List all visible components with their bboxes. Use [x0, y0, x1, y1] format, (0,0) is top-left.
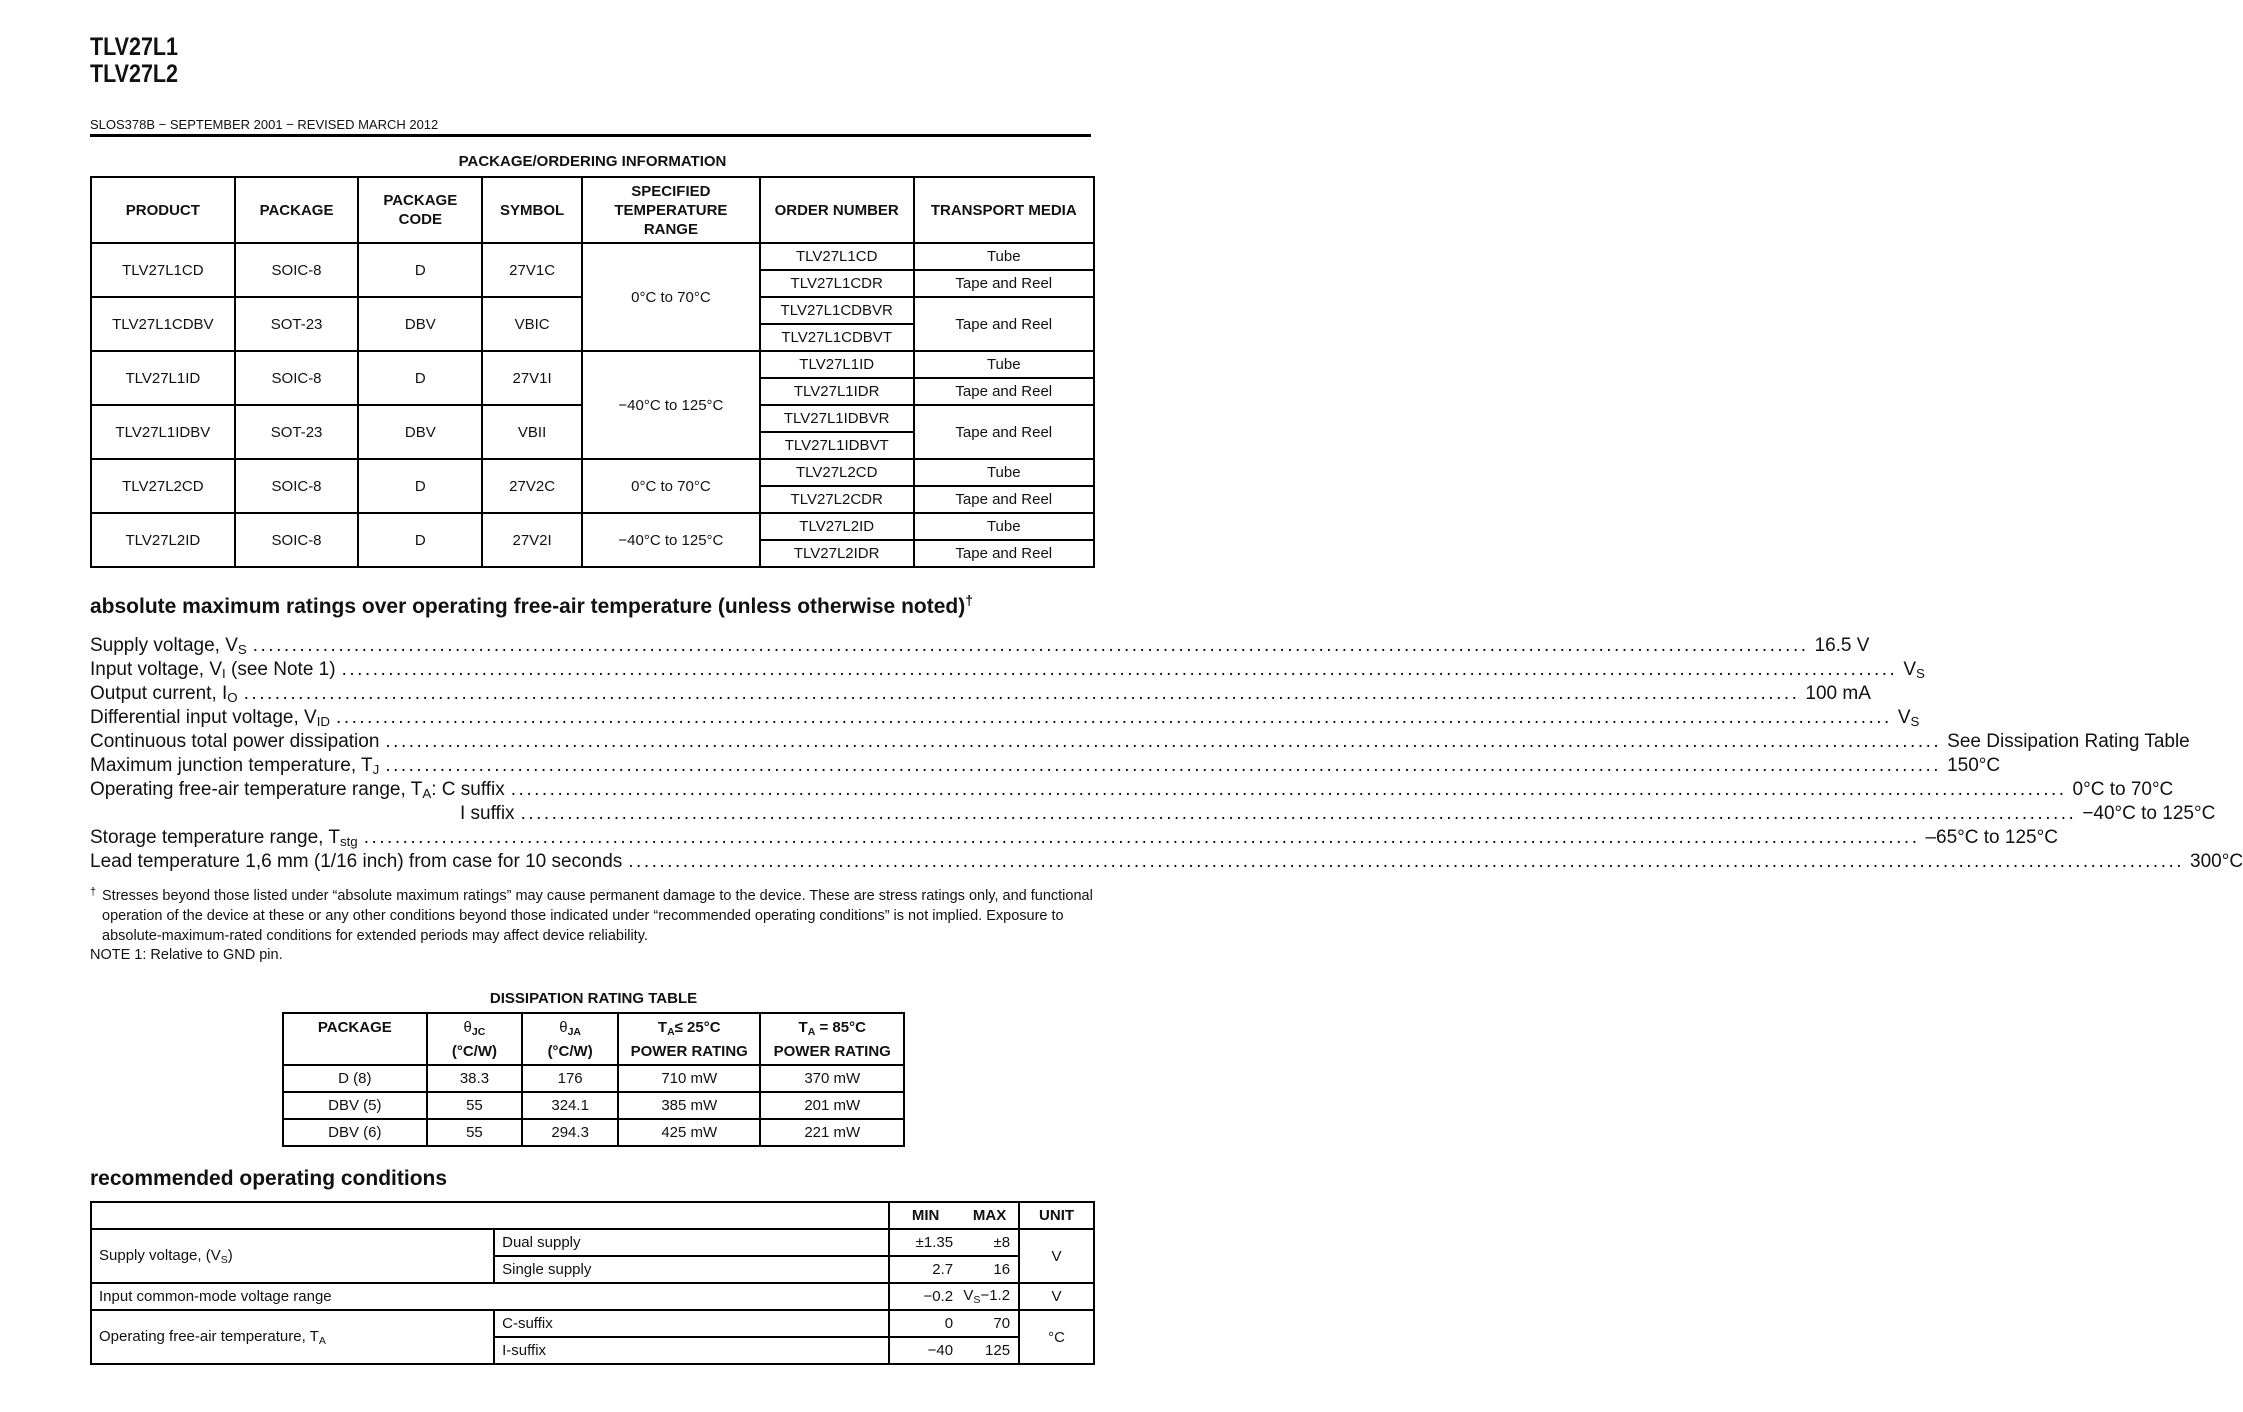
table-row: [91, 243, 1094, 270]
rating-label: I suffix: [460, 803, 515, 824]
power-25c-cell: 425 mW: [618, 1119, 760, 1146]
symbol-cell: 27V1I: [482, 351, 582, 405]
unit-cell: V: [1019, 1283, 1094, 1310]
table-row: [91, 1229, 1094, 1256]
min-cell: −0.2: [889, 1283, 961, 1310]
rating-line: [90, 754, 2001, 778]
header-transport-media: TRANSPORT MEDIA: [914, 177, 1094, 243]
leader-dots: ........................................................................................................................................................................................................: [520, 803, 2077, 824]
header-power-85c: $T_A = 85^\circ C$ POWER RATING: [760, 1013, 904, 1065]
dual-supply-label: Dual supply: [494, 1229, 889, 1256]
rating-value: 150°C: [1947, 755, 2001, 776]
package-cell: SOT-23: [235, 297, 359, 351]
header-power-25c: $T_A\le 25^\circ C$ POWER RATING: [618, 1013, 760, 1065]
max-cell: ±8: [961, 1229, 1019, 1256]
transport-cell: Tube: [914, 351, 1094, 378]
temp-cell: 0°C to 70°C: [582, 243, 760, 351]
leader-dots: ........................................................................................................................................................................................................: [243, 683, 1800, 704]
header-min: MIN: [889, 1202, 961, 1229]
transport-cell: Tube: [914, 459, 1094, 486]
rating-label: Maximum junction temperature, $T_J$: [90, 755, 380, 777]
code-cell: DBV: [358, 405, 482, 459]
header-order-number: ORDER NUMBER: [760, 177, 914, 243]
symbol-cell: 27V1C: [482, 243, 582, 297]
leader-dots: ........................................................................................................................................................................................................: [336, 707, 1892, 728]
order-cell: TLV27L1IDR: [760, 378, 914, 405]
leader-dots: ........................................................................................................................................................................................................: [510, 779, 2067, 800]
table-header-row: [283, 1013, 904, 1065]
theta-jc-cell: 55: [427, 1119, 523, 1146]
title-line-2: TLV27L2: [90, 60, 179, 88]
transport-cell: Tape and Reel: [914, 405, 1094, 459]
table-row: [283, 1065, 904, 1092]
rating-line: [90, 658, 1925, 682]
power-25c-cell: 385 mW: [618, 1092, 760, 1119]
abs-max-dagger: †: [965, 592, 974, 608]
roc-heading: recommended operating conditions: [90, 1167, 448, 1190]
theta-ja-cell: 324.1: [522, 1092, 618, 1119]
rating-label: Continuous total power dissipation: [90, 731, 380, 752]
leader-dots: ........................................................................................................................................................................................................: [341, 659, 1898, 680]
rating-value: 300°C: [2190, 851, 2243, 872]
supply-voltage-label: Supply voltage, $(V_S)$: [91, 1229, 494, 1283]
code-cell: D: [358, 243, 482, 297]
document-title: [90, 34, 178, 88]
power-25c-cell: 710 mW: [618, 1065, 760, 1092]
leader-dots: ........................................................................................................................................................................................................: [628, 851, 2185, 872]
abs-max-ratings-list: [90, 634, 2243, 874]
package-table-caption: PACKAGE/ORDERING INFORMATION: [458, 153, 727, 170]
package-cell: SOIC-8: [235, 513, 359, 567]
footnote-text: Stresses beyond those listed under “absolute maximum ratings” may cause permanent damage to the device. These are stress ratings only, and functional operation of the device at these or any other conditions beyond those indicated under “recommended operating conditions” is not implied. Exposure to absolute-maximum-rated conditions for extended periods may affect device reliability.: [102, 888, 1093, 944]
rating-line: [90, 682, 1871, 706]
product-cell: TLV27L2CD: [91, 459, 235, 513]
header-blank: [91, 1202, 889, 1229]
rating-label: Operating free-air temperature range, $T_A$: C suffix: [90, 779, 505, 801]
header-symbol: SYMBOL: [482, 177, 582, 243]
product-cell: TLV27L2ID: [91, 513, 235, 567]
table-row: [91, 459, 1094, 486]
theta-jc-cell: 55: [427, 1092, 523, 1119]
package-cell: SOIC-8: [235, 459, 359, 513]
rating-label: Output current, $I_O$: [90, 683, 238, 705]
header-unit: UNIT: [1019, 1202, 1094, 1229]
rating-line: [90, 826, 2058, 850]
rating-label: Input voltage, $V_I$ (see Note 1): [90, 659, 336, 681]
operating-temp-label: Operating free-air temperature, $T_A$: [91, 1310, 494, 1364]
rating-line: [90, 706, 1920, 730]
package-ordering-table: [90, 176, 1095, 568]
min-cell: 2.7: [889, 1256, 961, 1283]
dissipation-rating-table: [282, 1012, 905, 1147]
header-product: PRODUCT: [91, 177, 235, 243]
order-cell: TLV27L1IDBVT: [760, 432, 914, 459]
i-suffix-label: I-suffix: [494, 1337, 889, 1364]
table-row: [91, 513, 1094, 540]
note-1: NOTE 1: Relative to GND pin.: [90, 947, 283, 963]
order-cell: TLV27L1CDBVT: [760, 324, 914, 351]
table-row: [91, 351, 1094, 378]
order-cell: TLV27L1IDBVR: [760, 405, 914, 432]
transport-cell: Tape and Reel: [914, 378, 1094, 405]
leader-dots: ........................................................................................................................................................................................................: [363, 827, 1920, 848]
package-cell: DBV (6): [283, 1119, 427, 1146]
rating-label: Supply voltage, $V_S$: [90, 635, 247, 657]
product-cell: TLV27L1ID: [91, 351, 235, 405]
transport-cell: Tube: [914, 243, 1094, 270]
power-85c-cell: 201 mW: [760, 1092, 904, 1119]
rating-value: $V_S$: [1897, 707, 1920, 729]
order-cell: TLV27L1CDBVR: [760, 297, 914, 324]
title-line-1: TLV27L1: [90, 33, 179, 61]
max-cell: 16: [961, 1256, 1019, 1283]
footnote-dagger: †: [90, 886, 97, 898]
rating-line: [90, 778, 2174, 802]
power-85c-cell: 370 mW: [760, 1065, 904, 1092]
product-cell: TLV27L1CDBV: [91, 297, 235, 351]
symbol-cell: VBIC: [482, 297, 582, 351]
temp-cell: −40°C to 125°C: [582, 513, 760, 567]
symbol-cell: VBII: [482, 405, 582, 459]
c-suffix-label: C-suffix: [494, 1310, 889, 1337]
temp-cell: −40°C to 125°C: [582, 351, 760, 459]
package-cell: DBV (5): [283, 1092, 427, 1119]
max-cell: $V_S-1.2$: [961, 1283, 1019, 1310]
rating-value: 0°C to 70°C: [2072, 779, 2174, 800]
theta-jc-cell: 38.3: [427, 1065, 523, 1092]
min-cell: −40: [889, 1337, 961, 1364]
rating-value: –65°C to 125°C: [1925, 827, 2058, 848]
header-temp-range: SPECIFIED TEMPERATURE RANGE: [582, 177, 760, 243]
package-cell: D (8): [283, 1065, 427, 1092]
code-cell: DBV: [358, 297, 482, 351]
max-cell: 70: [961, 1310, 1019, 1337]
recommended-operating-conditions-table: [90, 1201, 1095, 1365]
transport-cell: Tape and Reel: [914, 270, 1094, 297]
dissipation-caption: DISSIPATION RATING TABLE: [489, 990, 698, 1007]
table-header-row: [91, 1202, 1094, 1229]
package-cell: SOT-23: [235, 405, 359, 459]
symbol-cell: 27V2C: [482, 459, 582, 513]
table-row: [91, 1283, 1094, 1310]
order-cell: TLV27L2IDR: [760, 540, 914, 567]
order-cell: TLV27L1ID: [760, 351, 914, 378]
rating-line: [90, 850, 2243, 874]
header-theta-jc: $\theta_{JC}$ (°C/W): [427, 1013, 523, 1065]
temp-cell: 0°C to 70°C: [582, 459, 760, 513]
leader-dots: ........................................................................................................................................................................................................: [385, 755, 1942, 776]
rating-label: Differential input voltage, $V_{ID}$: [90, 707, 331, 729]
transport-cell: Tube: [914, 513, 1094, 540]
transport-cell: Tape and Reel: [914, 297, 1094, 351]
max-cell: 125: [961, 1337, 1019, 1364]
code-cell: D: [358, 459, 482, 513]
unit-cell: °C: [1019, 1310, 1094, 1364]
header-rule: [90, 134, 1091, 137]
icm-label: Input common-mode voltage range: [91, 1283, 889, 1310]
package-cell: SOIC-8: [235, 351, 359, 405]
theta-ja-cell: 176: [522, 1065, 618, 1092]
header-max: MAX: [961, 1202, 1019, 1229]
single-supply-label: Single supply: [494, 1256, 889, 1283]
rating-value: −40°C to 125°C: [2082, 803, 2216, 824]
code-cell: D: [358, 351, 482, 405]
document-id: SLOS378B − SEPTEMBER 2001 − REVISED MARCH 2012: [90, 117, 439, 132]
code-cell: D: [358, 513, 482, 567]
header-package-code: PACKAGE CODE: [358, 177, 482, 243]
order-cell: TLV27L2CDR: [760, 486, 914, 513]
rating-label: Storage temperature range, $T_{stg}$: [90, 827, 358, 849]
transport-cell: Tape and Reel: [914, 540, 1094, 567]
unit-cell: V: [1019, 1229, 1094, 1283]
order-cell: TLV27L1CD: [760, 243, 914, 270]
rating-value: $V_S$: [1903, 659, 1925, 681]
order-cell: TLV27L2CD: [760, 459, 914, 486]
table-row: [283, 1119, 904, 1146]
theta-ja-cell: 294.3: [522, 1119, 618, 1146]
header-package: PACKAGE: [283, 1013, 427, 1065]
product-cell: TLV27L1CD: [91, 243, 235, 297]
rating-line: [90, 802, 2216, 826]
symbol-cell: 27V2I: [482, 513, 582, 567]
rating-line: [90, 730, 2190, 754]
abs-max-heading-text: absolute maximum ratings over operating free-air temperature (unless otherwise noted): [90, 595, 966, 618]
product-cell: TLV27L1IDBV: [91, 405, 235, 459]
header-package: PACKAGE: [235, 177, 359, 243]
rating-label: Lead temperature 1,6 mm (1/16 inch) from case for 10 seconds: [90, 851, 623, 872]
rating-value: 100 mA: [1805, 683, 1871, 704]
order-cell: TLV27L1CDR: [760, 270, 914, 297]
transport-cell: Tape and Reel: [914, 486, 1094, 513]
abs-max-footnote: [90, 886, 1094, 946]
rating-line: [90, 634, 1870, 658]
power-85c-cell: 221 mW: [760, 1119, 904, 1146]
abs-max-heading: [90, 592, 973, 619]
table-row: [91, 1310, 1094, 1337]
rating-value: See Dissipation Rating Table: [1947, 731, 2190, 752]
order-cell: TLV27L2ID: [760, 513, 914, 540]
rating-value: 16.5 V: [1814, 635, 1870, 656]
header-theta-ja: $\theta_{JA}$ (°C/W): [522, 1013, 618, 1065]
table-row: [283, 1092, 904, 1119]
min-cell: ±1.35: [889, 1229, 961, 1256]
leader-dots: ........................................................................................................................................................................................................: [252, 635, 1809, 656]
package-cell: SOIC-8: [235, 243, 359, 297]
table-header-row: [91, 177, 1094, 243]
leader-dots: ........................................................................................................................................................................................................: [385, 731, 1942, 752]
min-cell: 0: [889, 1310, 961, 1337]
